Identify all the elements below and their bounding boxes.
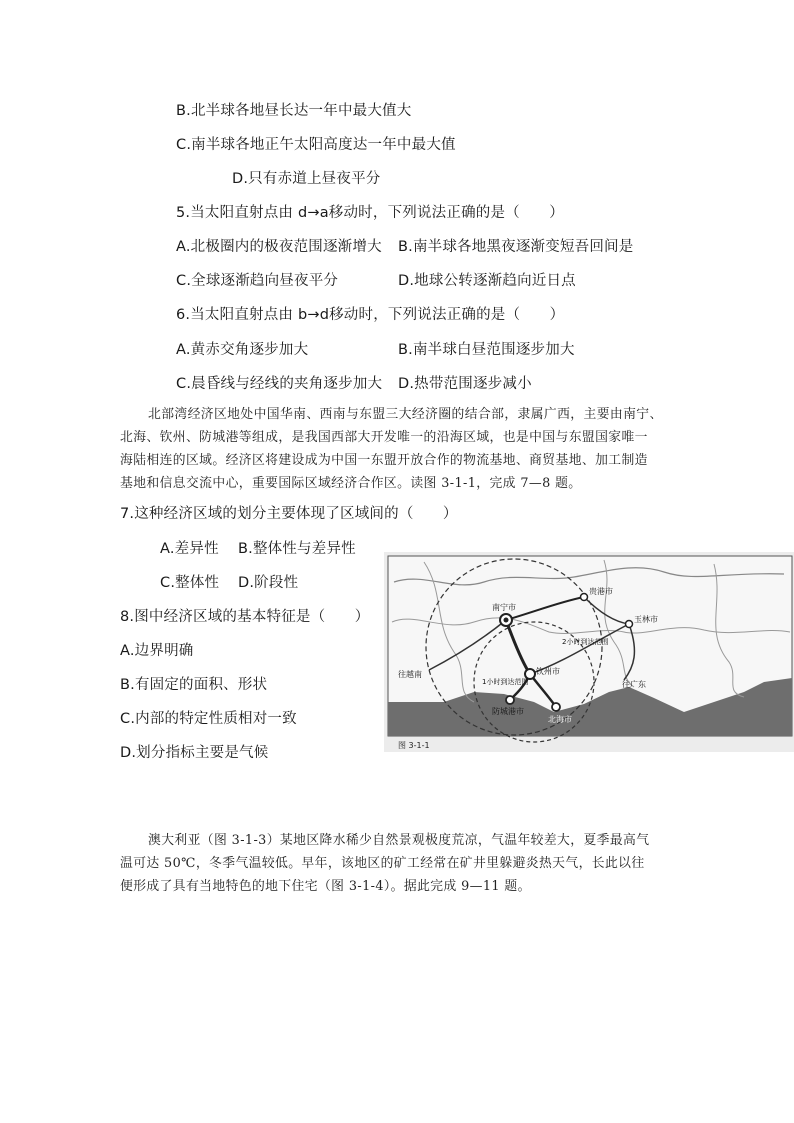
passage-line: 温可达 50℃，冬季气温较低。早年，该地区的矿工经常在矿井里躲避炎热天气，长此以往 <box>120 856 645 871</box>
label-beihai: 北海市 <box>548 715 572 724</box>
q8-option-c: C.内部的特定性质相对一致 <box>120 711 297 727</box>
nanning-marker-dot <box>504 618 509 623</box>
q8-option-b: B.有固定的面积、形状 <box>120 677 268 693</box>
q5-option-c: C.全球逐渐趋向昼夜平分 <box>176 273 339 289</box>
passage-line: 澳大利亚（图 3-1-3）某地区降水稀少自然景观极度荒凉，气温年较差大，夏季最高气 <box>148 833 650 848</box>
label-qinzhou: 钦州市 <box>536 667 560 676</box>
map-caption: 图 3-1-1 <box>398 741 430 750</box>
q6-option-b: B.南半球白昼范围逐步加大 <box>398 342 575 358</box>
label-nanning: 南宁市 <box>492 603 516 612</box>
passage-australia <box>120 829 649 898</box>
passage-line: 北部湾经济区地处中国华南、西南与东盟三大经济圈的结合部，隶属广西，主要由南宁、 <box>148 407 663 422</box>
passage-beibu-gulf <box>120 403 663 495</box>
q7-option-b: B.整体性与差异性 <box>238 541 356 557</box>
q7-option-a: A.差异性 <box>160 541 219 557</box>
q7-stem: 7.这种经济区域的划分主要体现了区域间的（ ） <box>120 506 458 522</box>
q6-option-a: A.黄赤交角逐步加大 <box>176 342 309 358</box>
q6-option-d: D.热带范围逐步减小 <box>398 376 532 392</box>
label-fangchenggang: 防城港市 <box>492 707 524 716</box>
q6-option-c: C.晨昏线与经线的夹角逐步加大 <box>176 376 383 392</box>
q4-option-d: D.只有赤道上昼夜平分 <box>232 171 381 187</box>
label-one-hour-reach: 1小时到达范围 <box>482 678 529 686</box>
q5-option-a: A.北极圈内的极夜范围逐渐增大 <box>176 239 382 255</box>
q5-option-d: D.地球公转逐渐趋向近日点 <box>398 273 576 289</box>
fangchenggang-marker <box>506 696 514 704</box>
label-to-vietnam: 往越南 <box>398 670 422 679</box>
guigang-marker <box>581 594 588 601</box>
q5-stem: 5.当太阳直射点由 d→a移动时，下列说法正确的是（ ） <box>176 205 564 221</box>
passage-line: 海陆相连的区域。经济区将建设成为中国一东盟开放合作的物流基地、商贸基地、加工制造 <box>120 453 648 468</box>
yulin-marker <box>626 621 633 628</box>
q8-stem: 8.图中经济区域的基本特征是（ ） <box>120 609 370 625</box>
q8-option-a: A.边界明确 <box>120 643 194 659</box>
beihai-marker <box>552 703 560 711</box>
q7-option-c: C.整体性 <box>160 575 220 591</box>
beibu-gulf-map <box>384 552 794 752</box>
label-to-guangdong: 往广东 <box>622 680 646 689</box>
q4-option-c: C.南半球各地正午太阳高度达一年中最大值 <box>176 137 456 153</box>
passage-line: 北海、钦州、防城港等组成，是我国西部大开发唯一的沿海区域，也是中国与东盟国家唯一 <box>120 430 648 445</box>
passage-line: 便形成了具有当地特色的地下住宅（图 3-1-4）。据此完成 9—11 题。 <box>120 879 531 894</box>
passage-line: 基地和信息交流中心，重要国际区域经济合作区。读图 3-1-1，完成 7—8 题。 <box>120 476 582 491</box>
q4-option-b: B.北半球各地昼长达一年中最大值大 <box>176 103 412 119</box>
label-guigang: 贵港市 <box>589 587 613 596</box>
q6-stem: 6.当太阳直射点由 b→d移动时，下列说法正确的是（ ） <box>176 307 565 323</box>
q8-option-d: D.划分指标主要是气候 <box>120 745 269 761</box>
label-two-hour-reach: 2小时到达范围 <box>562 638 609 646</box>
q5-option-b: B.南半球各地黑夜逐渐变短吾回间是 <box>398 239 634 255</box>
label-yulin: 玉林市 <box>634 615 658 624</box>
q7-option-d: D.阶段性 <box>238 575 299 591</box>
